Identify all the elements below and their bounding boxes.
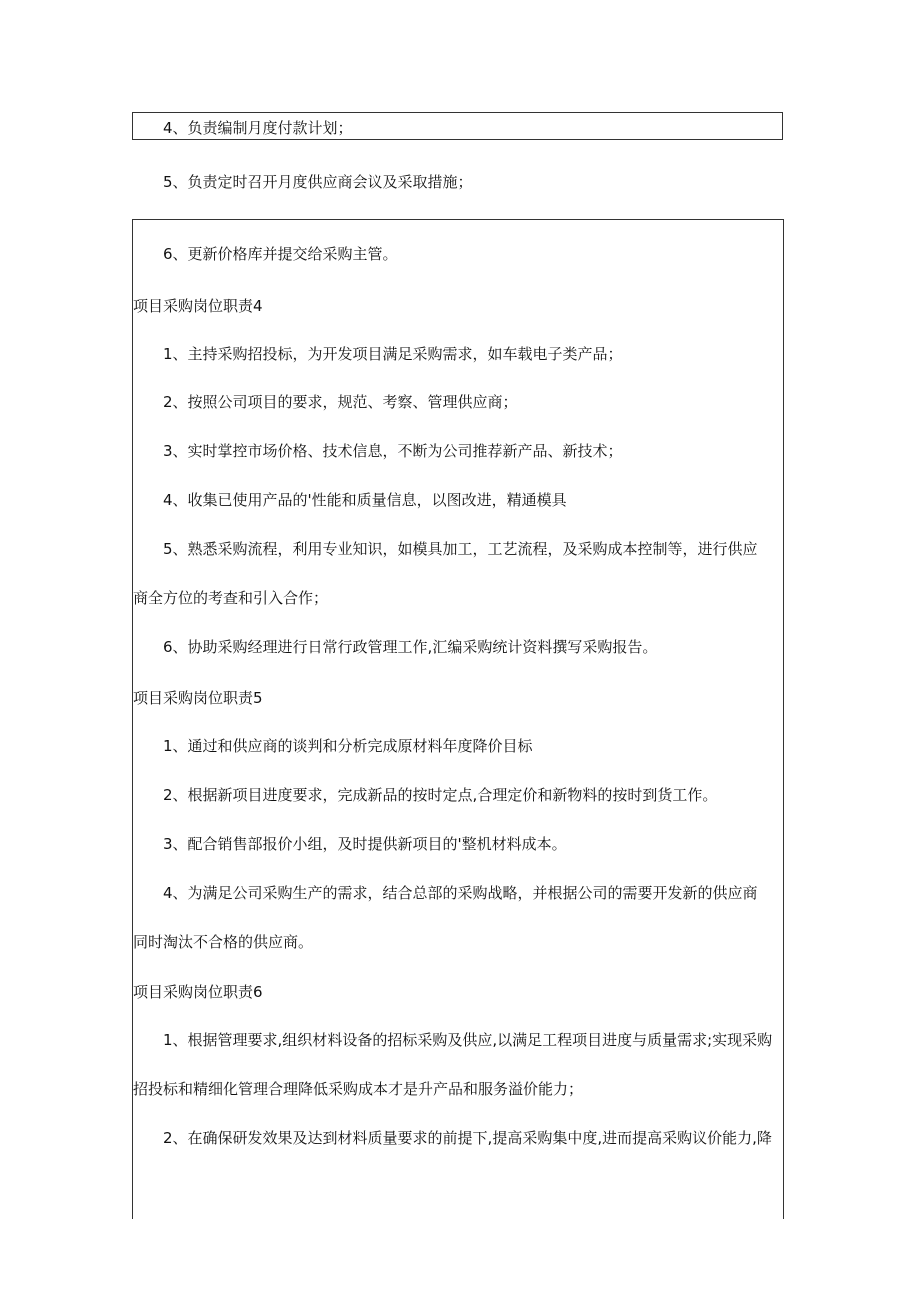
duty-item-1-tender-procurement: 1、根据管理要求,组织材料设备的招标采购及供应,以满足工程项目进度与质量需求;实现采购 [163, 1031, 773, 1049]
duty-item-5-supplier-meeting: 5、负责定时召开月度供应商会议及采取措施； [163, 173, 473, 191]
duty-item-2-supplier-management: 2、按照公司项目的要求，规范、考察、管理供应商； [163, 393, 518, 411]
section-heading-6: 项目采购岗位职责6 [133, 983, 263, 1001]
duty-item-4-quality-info: 4、收集已使用产品的'性能和质量信息，以图改进，精通模具 [163, 491, 567, 509]
table-cell-frame-main [132, 219, 784, 1219]
duty-item-1-continuation: 招投标和精细化管理合理降低采购成本才是升产品和服务溢价能力； [133, 1080, 584, 1098]
duty-item-4-payment-plan: 4、负责编制月度付款计划； [163, 119, 353, 137]
duty-item-6-price-library: 6、更新价格库并提交给采购主管。 [163, 245, 398, 263]
duty-item-2-centralized-procurement: 2、在确保研发效果及达到材料质量要求的前提下,提高采购集中度,进而提高采购议价能力,降 [163, 1129, 772, 1147]
duty-item-3-market-info: 3、实时掌控市场价格、技术信息，不断为公司推荐新产品、新技术； [163, 442, 623, 460]
duty-item-2-new-project: 2、根据新项目进度要求，完成新品的按时定点,合理定价和新物料的按时到货工作。 [163, 786, 718, 804]
section-heading-4: 项目采购岗位职责4 [133, 297, 263, 315]
duty-item-6-admin-work: 6、协助采购经理进行日常行政管理工作,汇编采购统计资料撰写采购报告。 [163, 638, 658, 656]
duty-item-4-continuation: 同时淘汰不合格的供应商。 [133, 933, 314, 951]
section-heading-5: 项目采购岗位职责5 [133, 689, 263, 707]
duty-item-3-quotation: 3、配合销售部报价小组，及时提供新项目的'整机材料成本。 [163, 835, 567, 853]
duty-item-5-procurement-process: 5、熟悉采购流程，利用专业知识，如模具加工，工艺流程，及采购成本控制等，进行供应 [163, 540, 758, 558]
duty-item-5-continuation: 商全方位的考查和引入合作； [133, 589, 329, 607]
duty-item-1-bidding: 1、主持采购招投标，为开发项目满足采购需求，如车载电子类产品； [163, 345, 623, 363]
duty-item-1-price-reduction: 1、通过和供应商的谈判和分析完成原材料年度降价目标 [163, 737, 533, 755]
duty-item-4-supplier-development: 4、为满足公司采购生产的需求，结合总部的采购战略，并根据公司的需要开发新的供应商 [163, 884, 758, 902]
